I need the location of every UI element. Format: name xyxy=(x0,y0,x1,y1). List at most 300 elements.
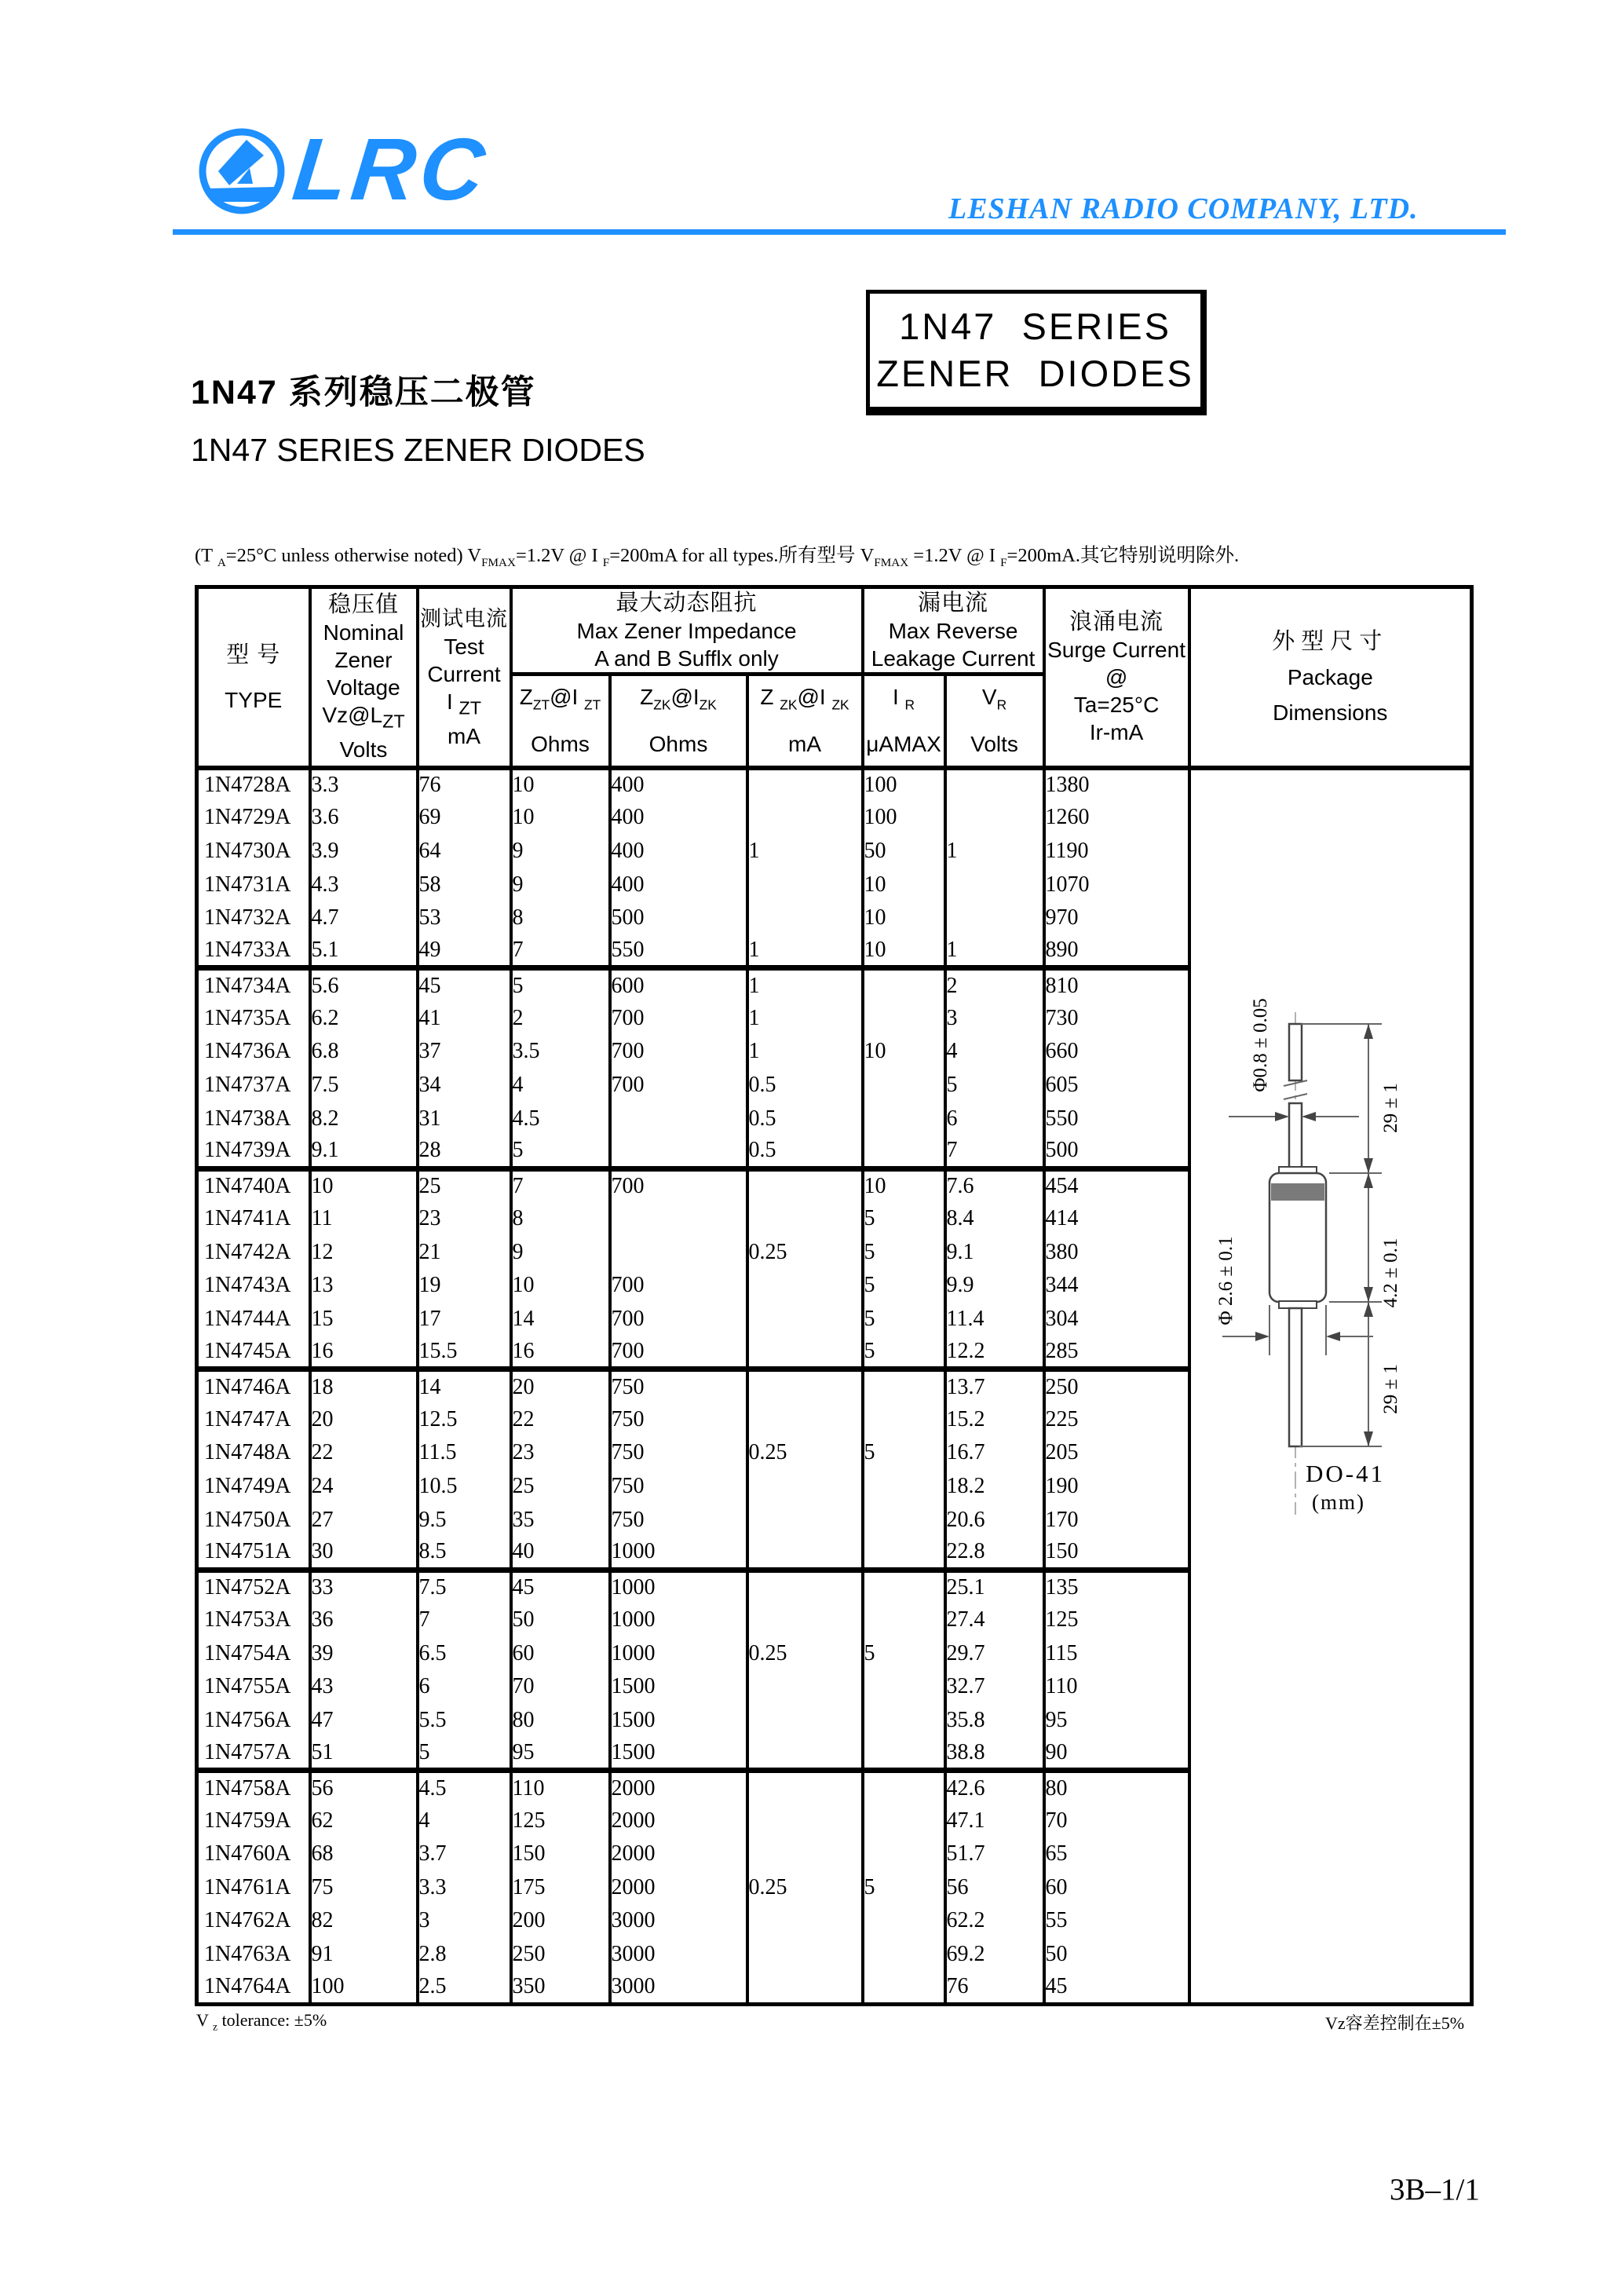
cell-vr: 7.6 xyxy=(945,1168,1044,1202)
cell-zzk-ma: 1 xyxy=(747,1035,863,1069)
cell-zzt-ohms: 95 xyxy=(511,1737,610,1771)
cell-izt: 5 xyxy=(418,1737,511,1771)
cell-surge: 225 xyxy=(1044,1402,1189,1436)
cell-zzk-ohms: 2000 xyxy=(610,1771,747,1804)
cell-vz: 13 xyxy=(310,1269,418,1303)
cell-izt: 3.7 xyxy=(418,1837,511,1871)
cell-zzk-ohms: 3000 xyxy=(610,1904,747,1938)
cell-zzk-ma: 1 xyxy=(747,968,863,1002)
cell-izt: 21 xyxy=(418,1236,511,1270)
cell-zzk-ma xyxy=(747,1369,863,1403)
col-header-vz-cn: 稳压值 xyxy=(327,592,399,618)
cell-ir: 5 xyxy=(863,1436,945,1470)
cell-type: 1N4728A xyxy=(197,768,310,802)
cell-type: 1N4732A xyxy=(197,901,310,935)
cell-zzk-ohms: 400 xyxy=(610,768,747,802)
cell-vz: 5.1 xyxy=(310,934,418,968)
cell-izt: 7 xyxy=(418,1603,511,1637)
cell-zzk-ohms xyxy=(610,1135,747,1169)
cell-zzk-ma xyxy=(747,1771,863,1804)
cell-ir: 5 xyxy=(863,1336,945,1369)
cell-izt: 19 xyxy=(418,1269,511,1303)
package-name-label: DO-41 xyxy=(1305,1459,1385,1487)
col-header-surge-l1: Surge Current xyxy=(1047,638,1185,663)
cell-vz: 43 xyxy=(310,1670,418,1704)
cell-surge: 55 xyxy=(1044,1904,1189,1938)
series-title-line1: 1N47 SERIES xyxy=(899,305,1171,347)
cell-ir xyxy=(863,1135,945,1169)
cell-izt: 15.5 xyxy=(418,1336,511,1369)
page-number: 3B–1/1 xyxy=(1390,2173,1480,2206)
cell-surge: 730 xyxy=(1044,1002,1189,1036)
cell-type: 1N4754A xyxy=(197,1637,310,1671)
lrc-logo-emblem-icon xyxy=(198,127,286,215)
cell-surge: 45 xyxy=(1044,1971,1189,2005)
cell-vr: 7 xyxy=(945,1135,1044,1169)
cell-type: 1N4758A xyxy=(197,1771,310,1804)
package-dimensions-cell xyxy=(1189,768,1472,2005)
cell-vr xyxy=(945,901,1044,935)
cell-zzk-ma: 0.25 xyxy=(747,1236,863,1270)
cell-surge: 660 xyxy=(1044,1035,1189,1069)
cell-vz: 82 xyxy=(310,1904,418,1938)
cell-zzk-ohms: 1000 xyxy=(610,1637,747,1671)
cell-vr: 3 xyxy=(945,1002,1044,1036)
cell-vr: 8.4 xyxy=(945,1202,1044,1236)
package-unit-label: (mm) xyxy=(1311,1490,1365,1514)
cell-ir xyxy=(863,1837,945,1871)
cell-zzt-ohms: 70 xyxy=(511,1670,610,1704)
cell-vr: 47.1 xyxy=(945,1804,1044,1837)
col-header-type-en: TYPE xyxy=(225,687,283,712)
cell-zzk-ma xyxy=(747,1303,863,1336)
cell-izt: 31 xyxy=(418,1102,511,1135)
cell-zzk-ohms: 3000 xyxy=(610,1971,747,2005)
cell-surge: 1070 xyxy=(1044,868,1189,901)
cell-surge: 285 xyxy=(1044,1336,1189,1369)
tolerance-note-cn: Vz容差控制在±5% xyxy=(1325,2013,1465,2033)
cell-type: 1N4751A xyxy=(197,1537,310,1570)
group-header-impedance-cn: 最大动态阻抗 xyxy=(616,590,758,616)
cell-zzt-ohms: 10 xyxy=(511,801,610,835)
cell-surge: 605 xyxy=(1044,1069,1189,1102)
cell-ir xyxy=(863,1402,945,1436)
cell-izt: 14 xyxy=(418,1369,511,1403)
cell-type: 1N4761A xyxy=(197,1871,310,1905)
cell-type: 1N4748A xyxy=(197,1436,310,1470)
cell-vz: 16 xyxy=(310,1336,418,1369)
table-row xyxy=(197,768,1472,802)
cell-vz: 68 xyxy=(310,1837,418,1871)
cell-zzk-ma xyxy=(747,1503,863,1537)
cell-zzk-ma: 0.5 xyxy=(747,1135,863,1169)
cell-izt: 28 xyxy=(418,1135,511,1169)
cell-izt: 34 xyxy=(418,1069,511,1102)
cell-izt: 41 xyxy=(418,1002,511,1036)
cathode-band xyxy=(1271,1183,1324,1201)
col-header-izt-formula: I $_{ZT}$ xyxy=(446,689,482,718)
cell-izt: 2.5 xyxy=(418,1971,511,2005)
cell-izt: 69 xyxy=(418,801,511,835)
cell-surge: 150 xyxy=(1044,1537,1189,1570)
cell-zzt-ohms: 16 xyxy=(511,1336,610,1369)
cell-zzt-ohms: 45 xyxy=(511,1570,610,1603)
cell-ir: 50 xyxy=(863,835,945,868)
cell-type: 1N4743A xyxy=(197,1269,310,1303)
cell-izt: 17 xyxy=(418,1303,511,1336)
group-header-impedance-l2: A and B Sufflx only xyxy=(594,646,779,671)
tolerance-note-en: V $_z$ tolerance: ±5% xyxy=(196,2010,327,2033)
cell-ir xyxy=(863,1771,945,1804)
cell-zzt-ohms: 175 xyxy=(511,1871,610,1905)
cell-vr: 35.8 xyxy=(945,1704,1044,1738)
cell-type: 1N4747A xyxy=(197,1402,310,1436)
cell-type: 1N4757A xyxy=(197,1737,310,1771)
group-header-leakage-cn: 漏电流 xyxy=(918,590,989,616)
cell-vz: 18 xyxy=(310,1369,418,1403)
cell-vr: 56 xyxy=(945,1871,1044,1905)
group-header-impedance-l1: Max Zener Impedance xyxy=(576,619,797,643)
cell-zzt-ohms: 3.5 xyxy=(511,1035,610,1069)
cell-izt: 3 xyxy=(418,1904,511,1938)
cell-surge: 414 xyxy=(1044,1202,1189,1236)
cell-vr: 9.1 xyxy=(945,1236,1044,1270)
cell-vr: 9.9 xyxy=(945,1269,1044,1303)
cell-zzk-ma xyxy=(747,1470,863,1504)
cell-zzk-ma xyxy=(747,1971,863,2005)
cell-zzk-ma xyxy=(747,1670,863,1704)
cell-vr: 11.4 xyxy=(945,1303,1044,1336)
group-header-impedance xyxy=(511,587,863,675)
cell-zzt-ohms: 60 xyxy=(511,1637,610,1671)
group-header-leakage-l2: Leakage Current xyxy=(871,646,1036,671)
group-header-leakage-l1: Max Reverse xyxy=(888,619,1018,643)
cell-vz: 9.1 xyxy=(310,1135,418,1169)
cell-izt: 12.5 xyxy=(418,1402,511,1436)
cell-zzk-ohms: 750 xyxy=(610,1369,747,1403)
cell-surge: 810 xyxy=(1044,968,1189,1002)
bottom-lead xyxy=(1289,1308,1302,1446)
cell-izt: 45 xyxy=(418,968,511,1002)
cell-type: 1N4760A xyxy=(197,1837,310,1871)
cell-izt: 8.5 xyxy=(418,1537,511,1570)
cell-zzk-ohms: 1000 xyxy=(610,1537,747,1570)
cell-ir xyxy=(863,1503,945,1537)
cell-vr xyxy=(945,768,1044,802)
cell-zzk-ohms: 700 xyxy=(610,1168,747,1202)
cell-ir xyxy=(863,1002,945,1036)
package-drawing xyxy=(1191,770,1470,1524)
dim-lead-length-top: 29 ± 1 xyxy=(1379,1082,1401,1133)
cell-vr xyxy=(945,801,1044,835)
conditions-note: (T $_A$=25°C unless otherwise noted) $V_{FMAX}=1.2V$ @ I $_F$=200mA for all types.所有型号 $V_{FMAX} =1.2V$ @ I $_F$=200mA.其它特别说明除外. xyxy=(195,545,1240,569)
cell-vz: 51 xyxy=(310,1737,418,1771)
col-header-izt-l2: Current xyxy=(427,661,501,686)
series-title-box xyxy=(866,290,1207,415)
page-title-english: 1N47 SERIES ZENER DIODES xyxy=(191,432,645,468)
cell-zzt-ohms: 25 xyxy=(511,1470,610,1504)
cell-zzk-ma xyxy=(747,1603,863,1637)
col-header-surge xyxy=(1044,587,1189,768)
col-header-vz-l1: Nominal xyxy=(323,620,404,645)
dim-lead-length-bottom: 29 ± 1 xyxy=(1379,1363,1401,1414)
cell-type: 1N4738A xyxy=(197,1102,310,1135)
body-collar-bottom xyxy=(1279,1301,1317,1308)
cell-zzk-ohms: 750 xyxy=(610,1402,747,1436)
cell-type: 1N4756A xyxy=(197,1704,310,1738)
cell-type: 1N4763A xyxy=(197,1938,310,1972)
cell-ir xyxy=(863,1369,945,1403)
cell-vr: 15.2 xyxy=(945,1402,1044,1436)
cell-ir xyxy=(863,1904,945,1938)
cell-ir xyxy=(863,1537,945,1570)
cell-zzt-ohms: 125 xyxy=(511,1804,610,1837)
cell-zzk-ma xyxy=(747,1570,863,1603)
cell-zzk-ohms: 1000 xyxy=(610,1570,747,1603)
cell-vr: 32.7 xyxy=(945,1670,1044,1704)
col-header-surge-cn: 浪涌电流 xyxy=(1069,609,1164,635)
cell-izt: 4 xyxy=(418,1804,511,1837)
cell-ir: 10 xyxy=(863,934,945,968)
cell-ir xyxy=(863,1670,945,1704)
cell-zzk-ohms: 700 xyxy=(610,1069,747,1102)
cell-surge: 115 xyxy=(1044,1637,1189,1671)
cell-zzk-ohms xyxy=(610,1236,747,1270)
cell-vz: 3.9 xyxy=(310,835,418,868)
sub-header-zzk-ma: Z $_{ZK}$@I $_{ZK}$ mA xyxy=(747,675,863,768)
cell-zzk-ma: 1 xyxy=(747,1002,863,1036)
cell-vr: 42.6 xyxy=(945,1771,1044,1804)
table-body xyxy=(197,768,1472,2005)
cell-zzk-ohms: 400 xyxy=(610,835,747,868)
cell-surge: 344 xyxy=(1044,1269,1189,1303)
company-name: LESHAN RADIO COMPANY, LTD. xyxy=(948,192,1419,225)
cell-izt: 53 xyxy=(418,901,511,935)
cell-vz: 47 xyxy=(310,1704,418,1738)
cell-type: 1N4753A xyxy=(197,1603,310,1637)
cell-vz: 3.3 xyxy=(310,768,418,802)
cell-zzt-ohms: 5 xyxy=(511,968,610,1002)
col-header-surge-l3: Ta=25°C xyxy=(1073,693,1160,718)
cell-vz: 20 xyxy=(310,1402,418,1436)
cell-izt: 58 xyxy=(418,868,511,901)
cell-zzt-ohms: 150 xyxy=(511,1837,610,1871)
cell-surge: 454 xyxy=(1044,1168,1189,1202)
cell-zzk-ohms: 2000 xyxy=(610,1804,747,1837)
cell-zzk-ma xyxy=(747,1737,863,1771)
cell-vr: 12.2 xyxy=(945,1336,1044,1369)
cell-ir xyxy=(863,1570,945,1603)
cell-zzt-ohms: 200 xyxy=(511,1904,610,1938)
cell-zzk-ohms: 700 xyxy=(610,1336,747,1369)
cell-izt: 25 xyxy=(418,1168,511,1202)
page-title-chinese: 1N47 系列稳压二极管 xyxy=(191,374,536,411)
cell-type: 1N4759A xyxy=(197,1804,310,1837)
cell-vr: 6 xyxy=(945,1102,1044,1135)
cell-zzk-ma: 0.5 xyxy=(747,1102,863,1135)
cell-surge: 65 xyxy=(1044,1837,1189,1871)
cell-surge: 1380 xyxy=(1044,768,1189,802)
cell-izt: 11.5 xyxy=(418,1436,511,1470)
cell-surge: 970 xyxy=(1044,901,1189,935)
cell-zzt-ohms: 110 xyxy=(511,1771,610,1804)
cell-vz: 10 xyxy=(310,1168,418,1202)
cell-zzk-ma: 0.25 xyxy=(747,1637,863,1671)
cell-vz: 36 xyxy=(310,1603,418,1637)
cell-vz: 75 xyxy=(310,1871,418,1905)
cell-vr: 16.7 xyxy=(945,1436,1044,1470)
cell-zzk-ohms: 2000 xyxy=(610,1871,747,1905)
cell-type: 1N4755A xyxy=(197,1670,310,1704)
cell-type: 1N4749A xyxy=(197,1470,310,1504)
cell-zzk-ohms: 1000 xyxy=(610,1603,747,1637)
cell-zzk-ohms: 400 xyxy=(610,868,747,901)
cell-zzt-ohms: 35 xyxy=(511,1503,610,1537)
cell-zzt-ohms: 2 xyxy=(511,1002,610,1036)
col-header-izt-unit: mA xyxy=(448,723,480,748)
sub-header-vr: $V_R$ Volts xyxy=(945,675,1044,768)
cell-type: 1N4739A xyxy=(197,1135,310,1169)
cell-vz: 24 xyxy=(310,1470,418,1504)
cell-ir xyxy=(863,968,945,1002)
cell-zzk-ma xyxy=(747,1168,863,1202)
cell-ir xyxy=(863,1704,945,1738)
cell-surge: 250 xyxy=(1044,1369,1189,1403)
cell-ir: 10 xyxy=(863,868,945,901)
cell-vr: 29.7 xyxy=(945,1637,1044,1671)
cell-vz: 30 xyxy=(310,1537,418,1570)
cell-zzk-ma xyxy=(747,1202,863,1236)
cell-zzk-ohms: 750 xyxy=(610,1470,747,1504)
cell-ir xyxy=(863,1737,945,1771)
cell-zzt-ohms: 14 xyxy=(511,1303,610,1336)
cell-surge: 205 xyxy=(1044,1436,1189,1470)
col-header-izt xyxy=(418,587,511,768)
col-header-package-l2: Dimensions xyxy=(1273,700,1388,726)
cell-zzt-ohms: 20 xyxy=(511,1369,610,1403)
cell-type: 1N4750A xyxy=(197,1503,310,1537)
cell-zzt-ohms: 4 xyxy=(511,1069,610,1102)
cell-surge: 80 xyxy=(1044,1771,1189,1804)
top-lead-lower xyxy=(1289,1103,1302,1173)
cell-surge: 304 xyxy=(1044,1303,1189,1336)
cell-zzk-ohms xyxy=(610,1102,747,1135)
sub-header-zzt: $Z_{ZT}@I$ $_{ZT}$ Ohms xyxy=(511,675,610,768)
cell-vr: 51.7 xyxy=(945,1837,1044,1871)
cell-surge: 190 xyxy=(1044,1470,1189,1504)
cell-ir xyxy=(863,1938,945,1972)
cell-type: 1N4744A xyxy=(197,1303,310,1336)
cell-zzk-ohms: 550 xyxy=(610,934,747,968)
cell-vz: 5.6 xyxy=(310,968,418,1002)
cell-type: 1N4734A xyxy=(197,968,310,1002)
cell-zzk-ohms: 1500 xyxy=(610,1704,747,1738)
cell-type: 1N4737A xyxy=(197,1069,310,1102)
col-header-surge-l2: @ xyxy=(1105,665,1128,690)
cell-izt: 37 xyxy=(418,1035,511,1069)
cell-vz: 62 xyxy=(310,1804,418,1837)
cell-surge: 90 xyxy=(1044,1737,1189,1771)
cell-type: 1N4741A xyxy=(197,1202,310,1236)
cell-zzt-ohms: 350 xyxy=(511,1971,610,2005)
header-rule xyxy=(173,229,1506,235)
cell-vr: 5 xyxy=(945,1069,1044,1102)
cell-izt: 6 xyxy=(418,1670,511,1704)
cell-ir xyxy=(863,1069,945,1102)
cell-vz: 15 xyxy=(310,1303,418,1336)
cell-type: 1N4742A xyxy=(197,1236,310,1270)
cell-zzk-ma xyxy=(747,801,863,835)
cell-vr: 18.2 xyxy=(945,1470,1044,1504)
cell-vz: 56 xyxy=(310,1771,418,1804)
cell-ir: 100 xyxy=(863,768,945,802)
cell-zzk-ohms: 750 xyxy=(610,1436,747,1470)
cell-vr: 25.1 xyxy=(945,1570,1044,1603)
col-header-package-l1: Package xyxy=(1287,665,1373,690)
cell-zzk-ma xyxy=(747,1336,863,1369)
cell-zzk-ohms xyxy=(610,1202,747,1236)
cell-surge: 1260 xyxy=(1044,801,1189,835)
cell-zzt-ohms: 9 xyxy=(511,1236,610,1270)
cell-vz: 7.5 xyxy=(310,1069,418,1102)
cell-surge: 1190 xyxy=(1044,835,1189,868)
col-header-vz-unit: Volts xyxy=(339,737,388,762)
cell-zzt-ohms: 80 xyxy=(511,1704,610,1738)
group-header-leakage xyxy=(863,587,1044,675)
cell-zzk-ma xyxy=(747,1904,863,1938)
spec-table xyxy=(195,585,1474,2006)
cell-type: 1N4745A xyxy=(197,1336,310,1369)
cell-ir xyxy=(863,1971,945,2005)
cell-zzk-ma xyxy=(747,868,863,901)
cell-zzk-ma: 1 xyxy=(747,835,863,868)
cell-type: 1N4764A xyxy=(197,1971,310,2005)
cell-surge: 125 xyxy=(1044,1603,1189,1637)
cell-vr: 27.4 xyxy=(945,1603,1044,1637)
cell-type: 1N4735A xyxy=(197,1002,310,1036)
cell-ir: 5 xyxy=(863,1269,945,1303)
cell-zzt-ohms: 10 xyxy=(511,1269,610,1303)
cell-surge: 95 xyxy=(1044,1704,1189,1738)
cell-ir: 5 xyxy=(863,1303,945,1336)
dim-body-length: 4.2 ± 0.1 xyxy=(1379,1238,1401,1307)
cell-zzt-ohms: 9 xyxy=(511,868,610,901)
cell-izt: 6.5 xyxy=(418,1637,511,1671)
cell-izt: 2.8 xyxy=(418,1938,511,1972)
cell-ir: 100 xyxy=(863,801,945,835)
cell-vr: 4 xyxy=(945,1035,1044,1069)
cell-zzk-ohms: 1500 xyxy=(610,1737,747,1771)
dim-lead-diameter: Φ0.8 ± 0.05 xyxy=(1249,997,1271,1092)
cell-vz: 27 xyxy=(310,1503,418,1537)
cell-vr: 22.8 xyxy=(945,1537,1044,1570)
col-header-vz xyxy=(310,587,418,768)
cell-ir xyxy=(863,1102,945,1135)
sub-header-zzk-ohms: $Z_{ZK}@I_{ZK}$ Ohms xyxy=(610,675,747,768)
cell-zzt-ohms: 9 xyxy=(511,835,610,868)
cell-vr: 20.6 xyxy=(945,1503,1044,1537)
cell-ir: 10 xyxy=(863,901,945,935)
cell-ir: 5 xyxy=(863,1871,945,1905)
cell-surge: 500 xyxy=(1044,1135,1189,1169)
cell-type: 1N4731A xyxy=(197,868,310,901)
cell-zzk-ohms: 600 xyxy=(610,968,747,1002)
series-title-line2: ZENER DIODES xyxy=(876,353,1194,394)
cell-izt: 3.3 xyxy=(418,1871,511,1905)
cell-zzt-ohms: 8 xyxy=(511,1202,610,1236)
cell-vz: 91 xyxy=(310,1938,418,1972)
cell-vr: 1 xyxy=(945,934,1044,968)
